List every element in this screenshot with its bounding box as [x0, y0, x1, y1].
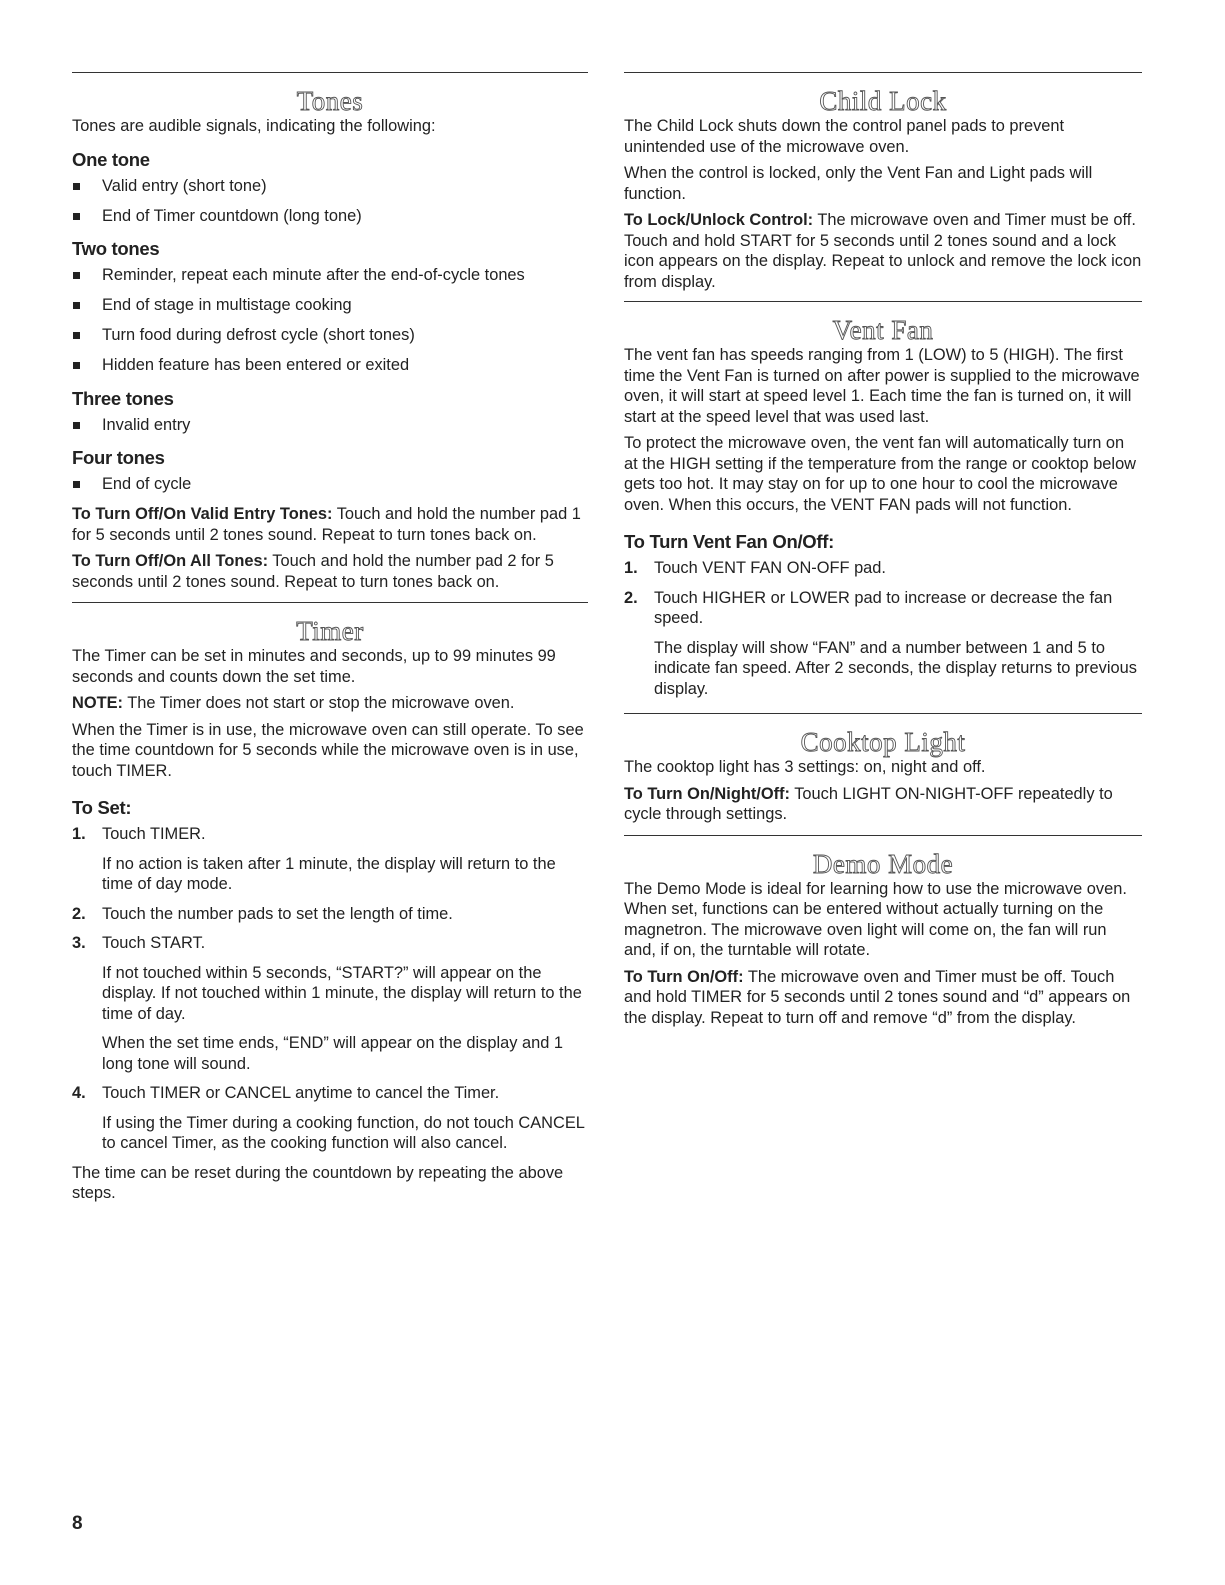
tone-group-list: [72, 415, 588, 436]
demo-mode-title: Demo Mode: [812, 848, 954, 879]
step-number: 2.: [72, 904, 86, 923]
step-item: [624, 588, 1142, 700]
section-rule: [72, 72, 588, 73]
lock-unlock-paragraph: [624, 210, 1142, 292]
bullet-square-icon: [73, 481, 80, 488]
valid-entry-tones-text: Touch and hold the number pad 1 for 5 seconds until 2 tones sound. Repeat to turn tones back on.: [72, 505, 581, 544]
tone-group-list: [72, 176, 588, 227]
list-item-text: Turn food during defrost cycle (short tones): [102, 326, 415, 344]
page-number: 8: [72, 1513, 83, 1534]
all-tones-lead: To Turn Off/On All Tones:: [72, 552, 269, 570]
cooktop-light-title: Cooktop Light: [800, 727, 966, 757]
tones-intro: Tones are audible signals, indicating the following:: [72, 117, 436, 135]
bullet-square-icon: [73, 183, 80, 190]
list-item: [72, 295, 588, 316]
timer-to-set-heading: To Set:: [72, 797, 132, 818]
lock-unlock-text: The microwave oven and Timer must be off. Touch and hold START for 5 seconds until 2 tones sound and a lock icon appears on the display. Repeat to unlock and remove the lock icon from display.: [624, 211, 1142, 291]
demo-mode-lead: To Turn On/Off:: [624, 967, 744, 986]
cooktop-light-intro: The cooktop light has 3 settings: on, night and off.: [624, 758, 986, 776]
vent-fan-steps: [624, 558, 1142, 699]
list-item-text: End of Timer countdown (long tone): [102, 206, 362, 225]
bullet-square-icon: [73, 332, 80, 339]
step-number: 3.: [72, 934, 86, 952]
tone-groups: [72, 149, 588, 495]
child-lock-title: Child Lock: [819, 86, 947, 116]
step-item: [624, 558, 1142, 579]
section-rule: [624, 713, 1142, 714]
list-item: [72, 415, 588, 436]
all-tones-text: Touch and hold the number pad 2 for 5 seconds until 2 tones sound. Repeat to turn tones back on.: [72, 552, 554, 591]
step-number: 1.: [72, 825, 86, 843]
step-number: 4.: [72, 1084, 86, 1102]
tones-title: Tones: [296, 86, 364, 116]
step-note: When the set time ends, “END” will appear on the display and 1 long tone will sound.: [102, 1034, 563, 1073]
list-item: [72, 474, 588, 495]
timer-usage: When the Timer is in use, the microwave oven can still operate. To see the time countdown for 5 seconds while the microwave oven is in use, touch TIMER.: [72, 720, 584, 780]
bullet-square-icon: [73, 362, 80, 369]
cooktop-light-lead: To Turn On/Night/Off:: [624, 784, 790, 803]
vent-fan-protect: To protect the microwave oven, the vent fan will automatically turn on at the HIGH setting if the temperature from the range or cooktop below gets too hot. It may stay on for up to one hour to cool the microwave oven. When this occurs, the VENT FAN pads will not function.: [624, 434, 1137, 514]
tone-group-heading: Two tones: [72, 238, 160, 259]
step-text: Touch TIMER or CANCEL anytime to cancel the Timer.: [102, 1084, 500, 1102]
timer-title: Timer: [296, 616, 364, 646]
step-text: Touch the number pads to set the length of time.: [102, 904, 453, 923]
child-lock-function: When the control is locked, only the Vent Fan and Light pads will function.: [624, 164, 1093, 203]
list-item: [72, 355, 588, 376]
demo-mode-paragraph: [624, 967, 1142, 1029]
timer-note: [72, 693, 588, 714]
vent-fan-intro: The vent fan has speeds ranging from 1 (LOW) to 5 (HIGH). The first time the Vent Fan is turned on after power is supplied to the microwave oven, it will start at speed level 1. Each time the fan is turned on, it will start at the speed level that was used last.: [624, 346, 1140, 426]
bullet-square-icon: [73, 302, 80, 309]
section-rule: [624, 301, 1142, 302]
step-note: If no action is taken after 1 minute, the display will return to the time of day mode.: [102, 854, 556, 893]
step-item: [72, 824, 588, 895]
step-text: Touch HIGHER or LOWER pad to increase or decrease the fan speed.: [654, 588, 1113, 627]
tone-group-list: [72, 265, 588, 376]
list-item: [72, 206, 588, 227]
tone-group-list: [72, 474, 588, 495]
valid-entry-tones-paragraph: [72, 504, 588, 545]
cooktop-light-paragraph: [624, 784, 1142, 825]
bullet-square-icon: [73, 272, 80, 279]
step-number: 2.: [624, 588, 638, 607]
step-text: Touch TIMER.: [102, 825, 206, 843]
list-item-text: Valid entry (short tone): [102, 176, 267, 195]
step-item: [72, 1083, 588, 1154]
tone-group-heading: Four tones: [72, 447, 165, 468]
step-item: [72, 933, 588, 1074]
timer-intro: The Timer can be set in minutes and seconds, up to 99 minutes 99 seconds and counts down the set time.: [72, 647, 556, 686]
section-rule: [624, 72, 1142, 73]
demo-mode-intro: The Demo Mode is ideal for learning how to use the microwave oven. When set, functions can be entered without actually turning on the magnetron. The microwave oven light will come on, the fan will run and, if on, the turntable will rotate.: [624, 879, 1127, 959]
bullet-square-icon: [73, 422, 80, 429]
vent-fan-title: Vent Fan: [832, 315, 934, 345]
lock-unlock-lead: To Lock/Unlock Control:: [624, 211, 814, 229]
valid-entry-tones-lead: To Turn Off/On Valid Entry Tones:: [72, 505, 333, 523]
list-item-text: Hidden feature has been entered or exited: [102, 356, 410, 374]
step-number: 1.: [624, 559, 638, 577]
tone-group-heading: Three tones: [72, 387, 174, 409]
child-lock-intro: The Child Lock shuts down the control panel pads to prevent unintended use of the microwave oven.: [624, 117, 1065, 156]
list-item-text: Invalid entry: [102, 415, 191, 434]
timer-steps: [72, 824, 588, 1154]
list-item-text: End of stage in multistage cooking: [102, 296, 352, 314]
left-column: [72, 72, 588, 1210]
section-rule: [624, 835, 1142, 836]
cooktop-light-text: Touch LIGHT ON-NIGHT-OFF repeatedly to cycle through settings.: [624, 784, 1113, 823]
vent-fan-sub-heading: To Turn Vent Fan On/Off:: [624, 531, 834, 552]
timer-note-lead: NOTE:: [72, 694, 123, 712]
step-note: If using the Timer during a cooking function, do not touch CANCEL to cancel Timer, as the cooking function will also cancel.: [102, 1113, 585, 1152]
list-item-text: Reminder, repeat each minute after the end-of-cycle tones: [102, 266, 525, 284]
list-item: [72, 325, 588, 346]
timer-note-text: The Timer does not start or stop the microwave oven.: [123, 694, 515, 712]
section-rule: [72, 602, 588, 603]
step-note: If not touched within 5 seconds, “START?” will appear on the display. If not touched within 1 minute, the display will return to the time of day.: [102, 963, 582, 1023]
tone-group-heading: One tone: [72, 148, 150, 170]
list-item: [72, 176, 588, 197]
step-text: Touch VENT FAN ON-OFF pad.: [654, 559, 886, 577]
list-item-text: End of cycle: [102, 475, 192, 493]
step-note: The display will show “FAN” and a number between 1 and 5 to indicate fan speed. After 2 seconds, the display returns to previous display.: [654, 638, 1137, 698]
step-text: Touch START.: [102, 934, 206, 952]
demo-mode-text: The microwave oven and Timer must be off. Touch and hold TIMER for 5 seconds until 2 tones sound and “d” appears on the display. Repeat to turn off and remove “d” from the display.: [624, 967, 1131, 1027]
step-item: [72, 904, 588, 925]
list-item: [72, 265, 588, 286]
bullet-square-icon: [73, 213, 80, 220]
right-column: [624, 72, 1142, 1034]
timer-closing: The time can be reset during the countdown by repeating the above steps.: [72, 1163, 564, 1202]
all-tones-paragraph: [72, 551, 588, 592]
